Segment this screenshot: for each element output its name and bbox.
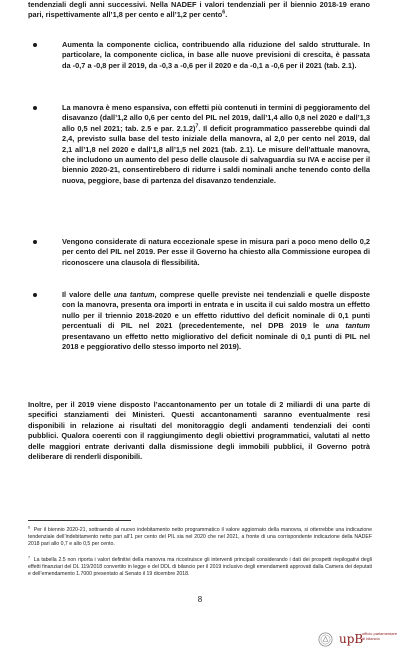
bullet-dot-icon bbox=[33, 43, 37, 47]
footnote-separator bbox=[28, 520, 131, 521]
intro-paragraph: tendenziali degli anni successivi. Nella NADEF i valori tendenziali per il biennio 2018-19 erano pari, rispettivamente all’1,8 per cento e all’1,2 per cento$^6$. bbox=[28, 0, 370, 20]
bullet-dot-icon bbox=[33, 293, 37, 297]
bullet-text: La manovra è meno espansiva, con effetti più contenuti in termini di peggioramento del disavanzo (dall’1,2 allo 0,6 per cento del PIL nel 2019, dall’1,4 allo 0,8 nel 2020 e dall’1,3 allo 0,5 nel 2021; tab. 2.5 e par. 2.1.2)$^7$. Il deficit programmatico passerebbe quindi dal 2,4, previsto sulla base del testo iniziale della manovra, al 2,0 per cento nel 2019, dal 2,1 all’1,8 nel 2020 e dall’1,8 all’1,5 nel 2021 (tab. 2.1). Le misure dell’attuale manovra, che includono un aumento del peso delle clausole di salvaguardia su IVA e accise per il biennio 2020-21, consentirebbero di ridurre i saldi nominali anche tenendo conto della nuova, peggiore, base di partenza del disavanzo tendenziale. bbox=[62, 103, 370, 185]
logo-text: ufficio parlamentare di bilancio bbox=[362, 631, 398, 641]
bullet-text: Il valore delle una tantum, comprese quelle previste nei tendenziali e quelle disposte con la manovra, presenta ora importi in entrata e in uscita il cui saldo mostra un effetto nullo per il triennio 2018-2020 e un effetto riduttivo del deficit nominale di 0,1 punti percentuali di PIL nel 2021 (precedentemente, nel DPB 2019 le una tantum presentavano un effetto netto migliorativo del deficit nominale di 0,1 punti di PIL nel 2018 e peggiorativo dello stesso importo nel 2019). bbox=[62, 290, 370, 352]
footnote-7: $^7$ La tabella 2.5 non riporta i valori definitivi della manovra ma ricostruisce gli interventi principali considerando i dati dei prospetti riepilogativi degli effetti finanziari del DL 119/2018 convertito in legge e del DDL di bilancio per il 2019 inclusivo degli emendamenti approvati dalla Camera dei deputati e dell’emendamento 1.7000 presentato al Senato il 19 dicembre 2018. bbox=[28, 555, 372, 578]
intro-text: tendenziali degli anni successivi. Nella NADEF i valori tendenziali per il biennio 2018-19 erano pari, rispettivamente all’1,8 per cento e all’1,2 per cento bbox=[28, 0, 370, 20]
logo-mark: upB bbox=[339, 632, 364, 646]
accantonamento-paragraph: Inoltre, per il 2019 viene disposto l’accantonamento per un totale di 2 miliardi di una parte di specifici stanziamenti dei Ministeri. Questi accantonamenti saranno eventualmente resi disponibili in relazione ai risultati del monitoraggio degli andamenti tendenziali dei conti pubblici. Qualora coerenti con il raggiungimento degli obiettivi programmatici, valutati al netto delle maggiori entrate derivanti dalla dismissione degli immobili pubblici, il Governo potrà deliberare di renderli disponibili. bbox=[28, 400, 370, 462]
footnote-number: 6 bbox=[28, 525, 31, 530]
footnote-ref-6[interactable]: 6 bbox=[222, 9, 226, 16]
bullet-dot-icon bbox=[33, 106, 37, 110]
footnote-number: 7 bbox=[28, 555, 31, 560]
footnote-6: $^6$ Per il biennio 2020-21, sottraendo al nuovo indebitamento netto programmatico il valore aggiornato della manovra, si otterrebbe una indicazione tendenziale dell’indebitamento netto pari all’1 per cento del PIL sia nel 2020 che nel 2021, a fronte di una corrispondente indicazione della NADEF 2018 pari allo 0,7 e allo 0,5 per cento. bbox=[28, 525, 372, 548]
seal-icon bbox=[318, 632, 333, 647]
bullet-dot-icon bbox=[33, 240, 37, 244]
footnote-ref-7[interactable]: 7 bbox=[195, 123, 199, 130]
bullet-text: Aumenta la componente ciclica, contribuendo alla riduzione del saldo strutturale. In particolare, la componente ciclica, in base alle nuove previsioni di crescita, è passata da -0,7 a -0,8 per il 2019, da -0,3 a -0,6 per il 2020 e da -0,1 a -0,6 per il 2021 (tab. 2.1). bbox=[62, 40, 370, 70]
upb-logo bbox=[318, 630, 400, 652]
page-number: 8 bbox=[197, 595, 203, 604]
bullet-text: Vengono considerate di natura eccezionale spese in misura pari a poco meno dello 0,2 per cento del PIL nel 2019. Per esse il Governo ha chiesto alla Commissione europea di riconoscere una clausola di flessibilità. bbox=[62, 237, 370, 267]
